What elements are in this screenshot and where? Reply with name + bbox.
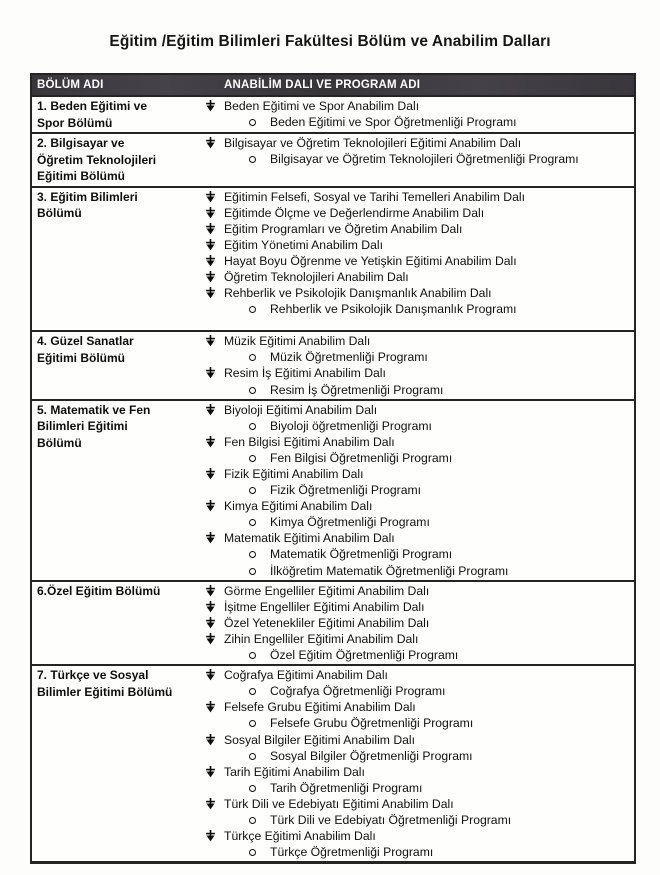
table-row [32,186,634,331]
entry-list [205,97,634,132]
table-row [32,330,634,398]
anabilim-dali-item [205,764,634,780]
table-body [32,97,634,861]
anabilim-dali-item [205,253,634,269]
column-header-bolum-adi: BÖLÜM ADI [37,79,104,91]
entry-label: Beden Eğitimi ve Spor Anabilim Dalı [224,99,420,113]
circle-bullet-icon [249,551,256,558]
entry-label: Fen Bilgisi Eğitimi Anabilim Dalı [224,434,395,449]
down-arrow-bullet-icon [205,500,216,512]
program-item [205,482,634,498]
table-row [32,664,634,861]
down-arrow-bullet-icon [205,239,216,251]
entry-label: Müzik Öğretmenliği Programı [270,350,428,365]
entry-label: Sosyal Bilgiler Eğitimi Anabilim Dalı [224,732,416,747]
circle-bullet-icon [249,423,256,430]
entry-label: Görme Engelliler Eğitimi Anabilim Dalı [224,583,430,598]
program-item [205,418,634,434]
program-item [205,349,634,365]
down-arrow-bullet-icon [205,830,216,842]
program-item [205,382,634,398]
department-name-line: 4. Güzel Sanatlar [37,334,134,349]
department-name-line: Bölümü [37,206,82,220]
program-item [205,546,634,562]
entry-label: Matematik Eğitimi Anabilim Dalı [224,531,395,546]
anabilim-dali-item [205,631,634,647]
entry-label: Beden Eğitimi ve Spor Öğretmenliği Programı [270,115,517,130]
down-arrow-bullet-icon [205,223,216,235]
down-arrow-bullet-icon [205,798,216,810]
entry-label: Rehberlik ve Psikolojik Danışmanlık Anabilim Dalı [224,286,492,301]
program-item [205,514,634,530]
entry-label: Biyoloji Eğitimi Anabilim Dalı [224,402,378,417]
entry-list [205,582,634,664]
department-name-line: 5. Matematik ve Fen [37,402,151,417]
anabilim-dali-item [205,135,634,151]
anabilim-dali-item [205,498,634,514]
entry-label: Hayat Boyu Öğrenme ve Yetişkin Eğitimi Anabilim Dalı [224,253,517,268]
entry-list [205,332,634,398]
department-name-line: Eğitimi Bölümü [37,350,125,365]
entry-label: Özel Eğitim Öğretmenliği Programı [270,648,459,663]
department-name-line: Eğitimi Bölümü [37,169,125,183]
entry-label: Eğitimin Felsefi, Sosyal ve Tarihi Temelleri Anabilim Dalı [224,189,525,204]
anabilim-dali-item [205,365,634,381]
program-item [205,715,634,731]
entry-label: Felsefe Grubu Öğretmenliği Programı [270,716,474,731]
down-arrow-bullet-icon [205,532,216,544]
entry-label: Coğrafya Eğitimi Anabilim Dalı [224,668,388,683]
entry-label: Eğitim Programları ve Öğretim Anabilim Dalı [224,221,463,236]
entry-label: Coğrafya Öğretmenliği Programı [270,684,446,699]
down-arrow-bullet-icon [205,404,216,416]
department-name [32,332,205,398]
entry-label: Fen Bilgisi Öğretmenliği Programı [270,450,453,465]
down-arrow-bullet-icon [205,137,216,149]
entry-label: Matematik Öğretmenliği Programı [270,547,453,562]
department-name-line: 3. Eğitim Bilimleri [37,189,138,204]
program-item [205,114,634,130]
entry-label: Eğitim Yönetimi Anabilim Dalı [224,237,383,252]
anabilim-dali-item [205,615,634,631]
document-title: Eğitim /Eğitim Bilimleri Fakültesi Bölüm ve Anabilim Dalları [109,33,551,50]
entry-label: Türk Dili ve Edebiyatı Eğitimi Anabilim Dalı [224,796,454,811]
department-name [32,97,205,132]
entry-label: Sosyal Bilgiler Öğretmenliği Programı [270,748,473,763]
entry-label: Felsefe Grubu Eğitimi Anabilim Dalı [224,700,416,715]
entry-label: Tarih Eğitimi Anabilim Dalı [224,764,365,779]
anabilim-dali-item [205,796,634,812]
program-item [205,780,634,796]
anabilim-dali-item [205,434,634,450]
down-arrow-bullet-icon [205,191,216,203]
circle-bullet-icon [249,156,256,163]
table-row [32,580,634,664]
down-arrow-bullet-icon [205,271,216,283]
anabilim-dali-item [205,98,634,114]
anabilim-dali-item [205,583,634,599]
down-arrow-bullet-icon [205,601,216,613]
circle-bullet-icon [249,568,256,575]
anabilim-dali-item [205,667,634,683]
program-item [205,450,634,466]
anabilim-dali-item [205,828,634,844]
department-name-line: 6.Özel Eğitim Bölümü [37,583,161,598]
department-name-line: Spor Bölümü [37,115,113,130]
down-arrow-bullet-icon [205,633,216,645]
entry-label: İlköğretim Matematik Öğretmenliği Programı [270,563,509,578]
down-arrow-bullet-icon [205,255,216,267]
department-name-line: Bilimleri Eğitimi [37,419,128,434]
department-name-line: 1. Beden Eğitimi ve [37,99,148,113]
program-item [205,301,634,317]
anabilim-dali-item [205,285,634,301]
circle-bullet-icon [249,720,256,727]
down-arrow-bullet-icon [205,617,216,629]
entry-label: Rehberlik ve Psikolojik Danışmanlık Programı [270,302,517,317]
department-name-line: 7. Türkçe ve Sosyal [37,668,149,683]
program-item [205,647,634,663]
program-item [205,812,634,828]
departments-table [30,73,636,864]
entry-list [205,666,634,861]
down-arrow-bullet-icon [205,287,216,299]
department-name [32,401,205,580]
entry-label: Resim İş Eğitimi Anabilim Dalı [224,366,386,381]
anabilim-dali-item [205,699,634,715]
circle-bullet-icon [249,652,256,659]
down-arrow-bullet-icon [205,436,216,448]
table-row [32,97,634,132]
entry-list [205,134,634,186]
down-arrow-bullet-icon [205,669,216,681]
entry-label: Müzik Eğitimi Anabilim Dalı [224,334,371,349]
anabilim-dali-item [205,221,634,237]
entry-label: Kimya Öğretmenliği Programı [270,515,430,530]
circle-bullet-icon [249,387,256,394]
department-name [32,188,205,331]
entry-label: Kimya Eğitimi Anabilim Dalı [224,499,373,514]
down-arrow-bullet-icon [205,701,216,713]
table-row [32,132,634,186]
entry-list [205,401,634,580]
entry-label: Bilgisayar ve Öğretim Teknolojileri Öğretmenliği Programı [270,152,579,167]
program-item [205,844,634,860]
entry-label: Özel Yetenekliler Eğitimi Anabilim Dalı [224,615,430,630]
department-name-line: Bölümü [37,435,82,450]
anabilim-dali-item [205,402,634,418]
entry-label: Türkçe Öğretmenliği Programı [270,845,434,860]
department-name-line: Bilimler Eğitimi Bölümü [37,684,173,699]
circle-bullet-icon [249,306,256,313]
entry-label: Eğitimde Ölçme ve Değerlendirme Anabilim Dalı [224,205,485,220]
anabilim-dali-item [205,269,634,285]
circle-bullet-icon [249,487,256,494]
table-row [32,399,634,580]
department-name [32,666,205,861]
entry-label: Bilgisayar ve Öğretim Teknolojileri Eğitimi Anabilim Dalı [224,136,522,150]
down-arrow-bullet-icon [205,100,216,112]
anabilim-dali-item [205,333,634,349]
entry-label: Resim İş Öğretmenliği Programı [270,382,444,397]
program-item [205,563,634,579]
down-arrow-bullet-icon [205,585,216,597]
circle-bullet-icon [249,753,256,760]
down-arrow-bullet-icon [205,766,216,778]
circle-bullet-icon [249,455,256,462]
anabilim-dali-item [205,732,634,748]
program-item [205,683,634,699]
entry-label: Türkçe Eğitimi Anabilim Dalı [224,829,376,844]
entry-list [205,188,634,331]
anabilim-dali-item [205,530,634,546]
program-item [205,748,634,764]
entry-label: Tarih Öğretmenliği Programı [270,780,423,795]
anabilim-dali-item [205,237,634,253]
entry-label: Türk Dili ve Edebiyatı Öğretmenliği Programı [270,812,512,827]
entry-label: İşitme Engelliler Eğitimi Anabilim Dalı [224,599,425,614]
entry-label: Zihin Engelliler Eğitimi Anabilim Dalı [224,631,419,646]
anabilim-dali-item [205,466,634,482]
down-arrow-bullet-icon [205,468,216,480]
column-header-anabilim-dali: ANABİLİM DALI VE PROGRAM ADI [224,79,421,91]
department-name [32,582,205,664]
circle-bullet-icon [249,849,256,856]
circle-bullet-icon [249,519,256,526]
department-name-line: Öğretim Teknolojileri [37,152,157,167]
department-name-line: 2. Bilgisayar ve [37,136,125,150]
down-arrow-bullet-icon [205,367,216,379]
program-item [205,151,634,167]
down-arrow-bullet-icon [205,335,216,347]
anabilim-dali-item [205,599,634,615]
anabilim-dali-item [205,205,634,221]
circle-bullet-icon [249,785,256,792]
circle-bullet-icon [249,817,256,824]
entry-label: Fizik Öğretmenliği Programı [270,483,422,498]
down-arrow-bullet-icon [205,734,216,746]
circle-bullet-icon [249,354,256,361]
entry-label: Öğretim Teknolojileri Anabilim Dalı [224,269,409,284]
circle-bullet-icon [249,119,256,126]
table-header-row [32,75,634,97]
anabilim-dali-item [205,189,634,205]
entry-label: Fizik Eğitimi Anabilim Dalı [224,467,364,481]
department-name [32,134,205,186]
entry-label: Biyoloji öğretmenliği Programı [270,418,432,433]
down-arrow-bullet-icon [205,207,216,219]
circle-bullet-icon [249,688,256,695]
